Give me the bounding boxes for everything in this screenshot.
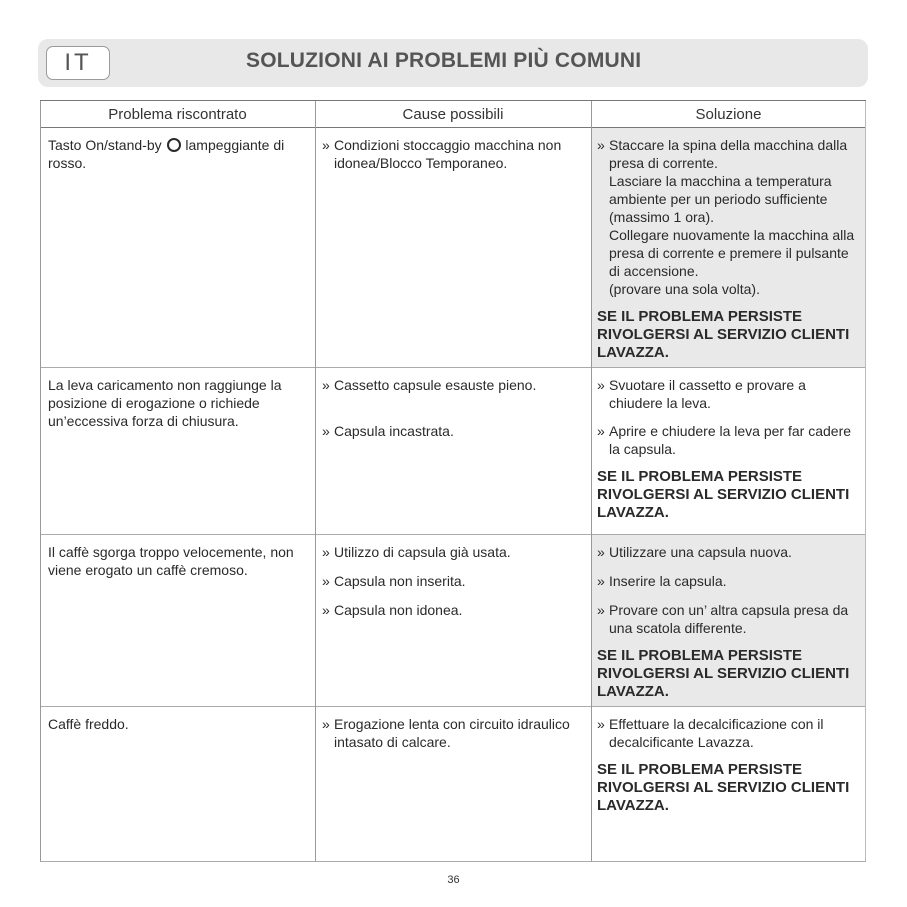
cause-item: » Capsula non inserita. xyxy=(322,572,584,590)
solution-cell xyxy=(597,715,859,815)
table-header-row xyxy=(40,101,866,128)
cause-item: » Cassetto capsule esauste pieno. xyxy=(322,376,584,394)
table-row xyxy=(40,535,866,707)
table-row xyxy=(40,128,866,368)
problem-cell: Tasto On/stand-by lampeggiante di rosso. xyxy=(48,137,285,171)
causes-cell xyxy=(322,715,584,751)
column-header-problem: Problema riscontrato xyxy=(108,106,247,123)
solution-cell xyxy=(597,376,859,522)
column-header-solution: Soluzione xyxy=(695,106,762,123)
cause-item: » Capsula non idonea. xyxy=(322,601,584,619)
causes-cell xyxy=(322,136,584,172)
causes-cell xyxy=(322,376,584,440)
problem-cell: Il caffè sgorga troppo velocemente, non viene erogato un caffè cremoso. xyxy=(48,544,294,578)
solution-item: » Staccare la spina della macchina dalla presa di corrente. Lasciare la macchina a temperatura ambiente per un periodo sufficiente (massimo 1 ora). Collegare nuovamente la macchina alla presa di corrente e premere il pulsante di accensione. (provare una sola volta). xyxy=(597,136,859,298)
page-number: 36 xyxy=(447,874,460,886)
solution-item: » Svuotare il cassetto e provare a chiudere la leva. xyxy=(597,376,859,412)
standby-circle-icon xyxy=(167,138,181,152)
solution-item: » Provare con un’ altra capsula presa da una scatola differente. xyxy=(597,601,859,637)
cause-item: » Utilizzo di capsula già usata. xyxy=(322,543,584,561)
support-note: SE IL PROBLEMA PERSISTE RIVOLGERSI AL SERVIZIO CLIENTI LAVAZZA. xyxy=(597,761,850,814)
support-note: SE IL PROBLEMA PERSISTE RIVOLGERSI AL SERVIZIO CLIENTI LAVAZZA. xyxy=(597,308,850,361)
table-row xyxy=(40,707,866,863)
cause-item: » Condizioni stoccaggio macchina non idonea/Blocco Temporaneo. xyxy=(322,136,584,172)
table-row xyxy=(40,368,866,535)
troubleshooting-table xyxy=(40,100,866,862)
support-note: SE IL PROBLEMA PERSISTE RIVOLGERSI AL SERVIZIO CLIENTI LAVAZZA. xyxy=(597,647,850,700)
solution-item: » Aprire e chiudere la leva per far cadere la capsula. xyxy=(597,422,859,458)
cause-item: » Erogazione lenta con circuito idraulico intasato di calcare. xyxy=(322,715,584,751)
solution-cell xyxy=(597,136,859,362)
problem-cell: Caffè freddo. xyxy=(48,716,129,732)
problem-cell: La leva caricamento non raggiunge la posizione di erogazione o richiede un’eccessiva forza di chiusura. xyxy=(48,377,282,429)
solution-item: » Utilizzare una capsula nuova. xyxy=(597,543,859,561)
section-header xyxy=(38,39,868,87)
solution-item: » Inserire la capsula. xyxy=(597,572,859,590)
column-header-causes: Cause possibili xyxy=(402,106,504,123)
solution-cell xyxy=(597,543,859,701)
page-title: SOLUZIONI AI PROBLEMI PIÙ COMUNI xyxy=(246,49,642,72)
solution-item: » Effettuare la decalcificazione con il decalcificante Lavazza. xyxy=(597,715,859,751)
cause-item: » Capsula incastrata. xyxy=(322,422,584,440)
support-note: SE IL PROBLEMA PERSISTE RIVOLGERSI AL SERVIZIO CLIENTI LAVAZZA. xyxy=(597,468,850,521)
causes-cell xyxy=(322,543,584,619)
language-badge: IT xyxy=(46,46,110,80)
